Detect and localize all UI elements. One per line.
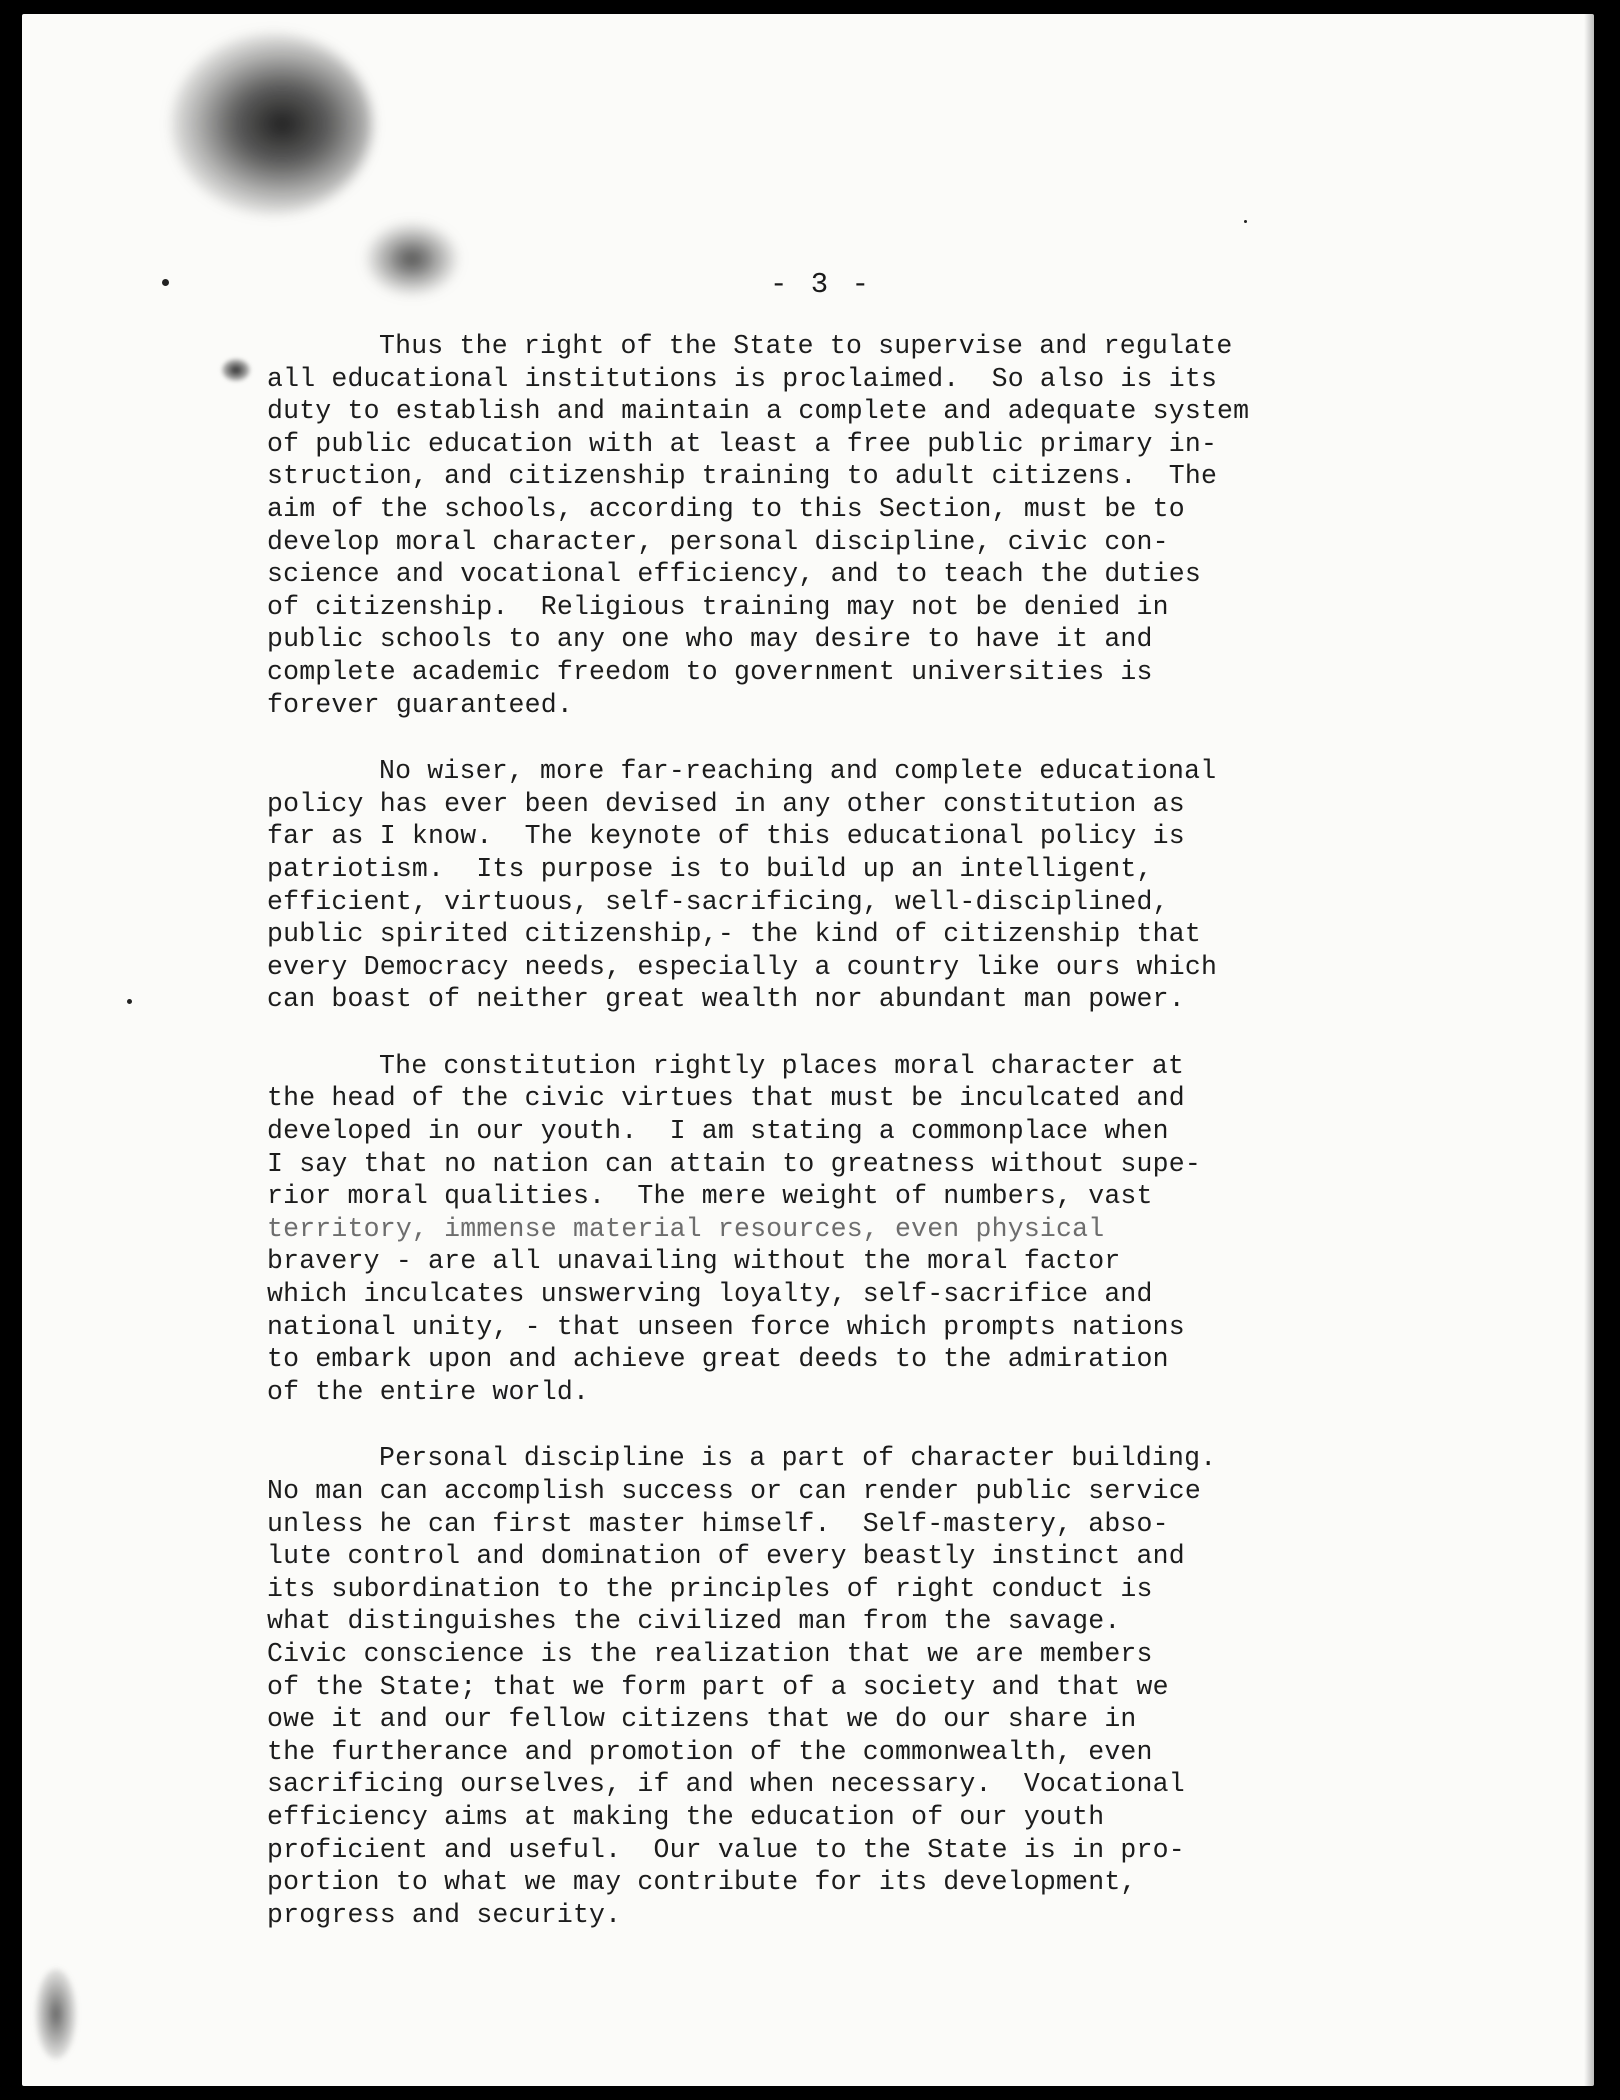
page-number: - 3 -	[770, 268, 873, 301]
text-line: of citizenship. Religious training may not be denied in	[267, 591, 1169, 622]
text-line: public spirited citizenship,- the kind of citizenship that	[267, 919, 1201, 950]
text-line: the furtherance and promotion of the commonwealth, even	[267, 1736, 1153, 1767]
page-edge-shadow	[1584, 14, 1594, 2086]
text-line: to embark upon and achieve great deeds to the admiration	[267, 1344, 1169, 1375]
text-line: far as I know. The keynote of this educational policy is	[267, 821, 1185, 852]
text-line: science and vocational efficiency, and to teach the duties	[267, 559, 1201, 590]
text-line: can boast of neither great wealth nor abundant man power.	[267, 984, 1185, 1015]
ink-speck	[127, 999, 132, 1004]
text-line: territory, immense material resources, even physical	[267, 1213, 1105, 1244]
ink-stain	[172, 34, 372, 214]
document-body	[267, 330, 1497, 1965]
text-line: Thus the right of the State to supervise and regulate	[379, 331, 1233, 361]
text-line: bravery - are all unavailing without the moral factor	[267, 1246, 1121, 1277]
text-line: portion to what we may contribute for its development,	[267, 1867, 1137, 1898]
text-line: proficient and useful. Our value to the State is in pro-	[267, 1834, 1185, 1865]
text-line: of the entire world.	[267, 1376, 590, 1407]
text-line: national unity, - that unseen force which prompts nations	[267, 1311, 1185, 1342]
text-line: of public education with at least a free public primary in-	[267, 428, 1218, 459]
text-line: of the State; that we form part of a society and that we	[267, 1671, 1169, 1702]
text-line: what distinguishes the civilized man from the savage.	[267, 1606, 1121, 1637]
text-line: efficient, virtuous, self-sacrificing, well-disciplined,	[267, 886, 1169, 917]
text-line: public schools to any one who may desire to have it and	[267, 624, 1153, 655]
ink-stain	[222, 359, 250, 381]
text-line: developed in our youth. I am stating a commonplace when	[267, 1116, 1169, 1147]
text-line: unless he can first master himself. Self-mastery, abso-	[267, 1508, 1169, 1539]
text-line: owe it and our fellow citizens that we do our share in	[267, 1704, 1137, 1735]
paragraph	[267, 1442, 1497, 1931]
text-line: rior moral qualities. The mere weight of numbers, vast	[267, 1181, 1153, 1212]
text-line: aim of the schools, according to this Section, must be to	[267, 493, 1185, 524]
ink-speck	[1244, 220, 1247, 223]
text-line: all educational institutions is proclaimed. So also is its	[267, 363, 1218, 394]
paragraph	[267, 1050, 1497, 1409]
paragraph	[267, 330, 1497, 721]
text-line: its subordination to the principles of right conduct is	[267, 1573, 1153, 1604]
text-line: every Democracy needs, especially a country like ours which	[267, 951, 1218, 982]
text-line: patriotism. Its purpose is to build up an intelligent,	[267, 853, 1153, 884]
text-line: I say that no nation can attain to greatness without supe-	[267, 1148, 1201, 1179]
ink-stain	[367, 224, 457, 294]
text-line: sacrificing ourselves, if and when necessary. Vocational	[267, 1769, 1185, 1800]
text-line: progress and security.	[267, 1899, 622, 1930]
text-line: Personal discipline is a part of character building.	[379, 1443, 1217, 1474]
text-line: which inculcates unswerving loyalty, self-sacrifice and	[267, 1279, 1153, 1310]
text-line: the head of the civic virtues that must be inculcated and	[267, 1083, 1185, 1114]
text-line: efficiency aims at making the education of our youth	[267, 1801, 1105, 1832]
text-line: Civic conscience is the realization that we are members	[267, 1638, 1153, 1669]
ink-stain	[36, 1969, 76, 2059]
text-line: No man can accomplish success or can render public service	[267, 1476, 1201, 1506]
text-line: develop moral character, personal discipline, civic con-	[267, 526, 1169, 557]
text-line: duty to establish and maintain a complete and adequate system	[267, 396, 1250, 427]
paragraph	[267, 755, 1497, 1016]
text-line: No wiser, more far-reaching and complete educational	[379, 756, 1217, 787]
text-line: complete academic freedom to government universities is	[267, 656, 1153, 687]
text-line: policy has ever been devised in any other constitution as	[267, 788, 1185, 819]
text-line: The constitution rightly places moral character at	[379, 1050, 1185, 1081]
ink-speck	[162, 279, 169, 286]
text-line: struction, and citizenship training to adult citizens. The	[267, 461, 1218, 492]
text-line: lute control and domination of every beastly instinct and	[267, 1541, 1185, 1572]
text-line: forever guaranteed.	[267, 689, 573, 720]
